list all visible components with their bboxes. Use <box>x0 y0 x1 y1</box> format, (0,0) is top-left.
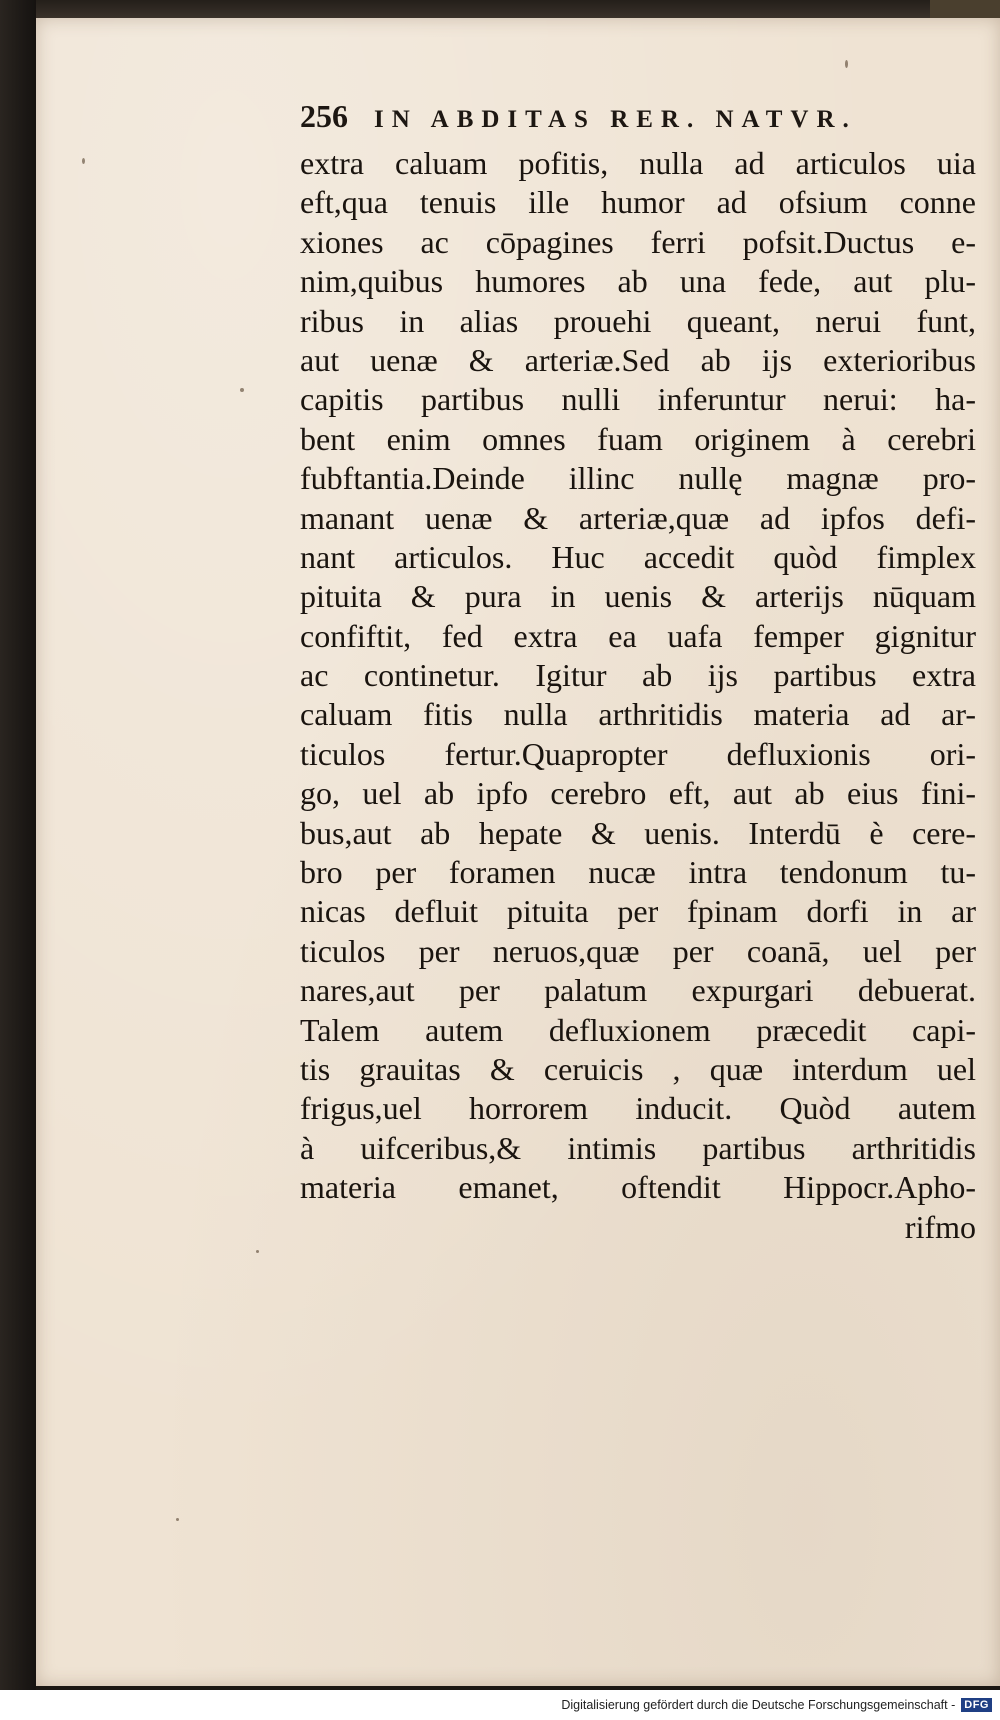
text-line: ticulos per neruos,quæ per coanā, uel per <box>300 932 976 969</box>
text-line: ac continetur. Igitur ab ijs partibus extra <box>300 657 976 694</box>
text-line: bro per foramen nucæ intra tendonum tu- <box>300 854 976 891</box>
text-line: manant uenæ & arteriæ,quæ ad ipfos defi- <box>300 499 976 536</box>
page-top-edge <box>36 0 1000 18</box>
text-line: aut uenæ & arteriæ.Sed ab ijs exterioribus <box>300 341 976 378</box>
text-line: materia emanet, oftendit Hippocr.Apho- <box>300 1169 976 1206</box>
text-line: nant articulos. Huc accedit quòd fimplex <box>300 538 976 575</box>
ink-spot <box>82 158 85 164</box>
digitization-footer <box>0 1690 1000 1720</box>
text-line: confiftit, fed extra ea uafa femper gignitur <box>300 617 976 654</box>
text-line: nicas defluit pituita per fpinam dorfi in ar <box>300 893 976 930</box>
ink-spot <box>240 388 244 392</box>
text-line: ribus in alias prouehi queant, nerui funt, <box>300 302 976 339</box>
running-title: IN ABDITAS RER. NATVR. <box>374 106 857 133</box>
text-line: xiones ac cōpagines ferri pofsit.Ductus e- <box>300 223 976 260</box>
ink-spot <box>845 60 848 68</box>
text-line: à uifceribus,& intimis partibus arthritidis <box>300 1129 976 1166</box>
text-line: bus,aut ab hepate & uenis. Interdū è cere- <box>300 814 976 851</box>
ink-spot <box>256 1250 259 1253</box>
page-corner <box>930 0 1000 18</box>
text-line: bent enim omnes fuam originem à cerebri <box>300 420 976 457</box>
text-line: go, uel ab ipfo cerebro eft, aut ab eius fini- <box>300 775 976 812</box>
text-line: caluam fitis nulla arthritidis materia ad ar- <box>300 696 976 733</box>
text-line: fubftantia.Deinde illinc nullę magnæ pro- <box>300 460 976 497</box>
text-line: tis grauitas & ceruicis , quæ interdum uel <box>300 1050 976 1087</box>
text-line: capitis partibus nulli inferuntur nerui: ha- <box>300 381 976 418</box>
text-line: extra caluam pofitis, nulla ad articulos uia <box>300 145 976 181</box>
funding-credit: Digitalisierung gefördert durch die Deutsche Forschungsgemeinschaft - <box>561 1698 956 1712</box>
running-head <box>300 98 940 138</box>
text-line: nim,quibus humores ab una fede, aut plu- <box>300 263 976 300</box>
ink-spot <box>176 1518 179 1521</box>
text-line: ticulos fertur.Quapropter defluxionis ori- <box>300 735 976 772</box>
text-line: Talem autem defluxionem præcedit capi- <box>300 1011 976 1048</box>
dfg-logo: DFG <box>961 1698 992 1712</box>
body-text <box>300 144 976 1247</box>
page-number: 256 <box>300 98 348 134</box>
catchword: rifmo <box>904 1208 976 1245</box>
book-spine-edge <box>0 0 36 1690</box>
text-line: nares,aut per palatum expurgari debuerat. <box>300 972 976 1009</box>
text-line: eft,qua tenuis ille humor ad ofsium conne <box>300 184 976 221</box>
text-line: frigus,uel horrorem inducit. Quòd autem <box>300 1090 976 1127</box>
text-line: pituita & pura in uenis & arterijs nūquam <box>300 578 976 615</box>
